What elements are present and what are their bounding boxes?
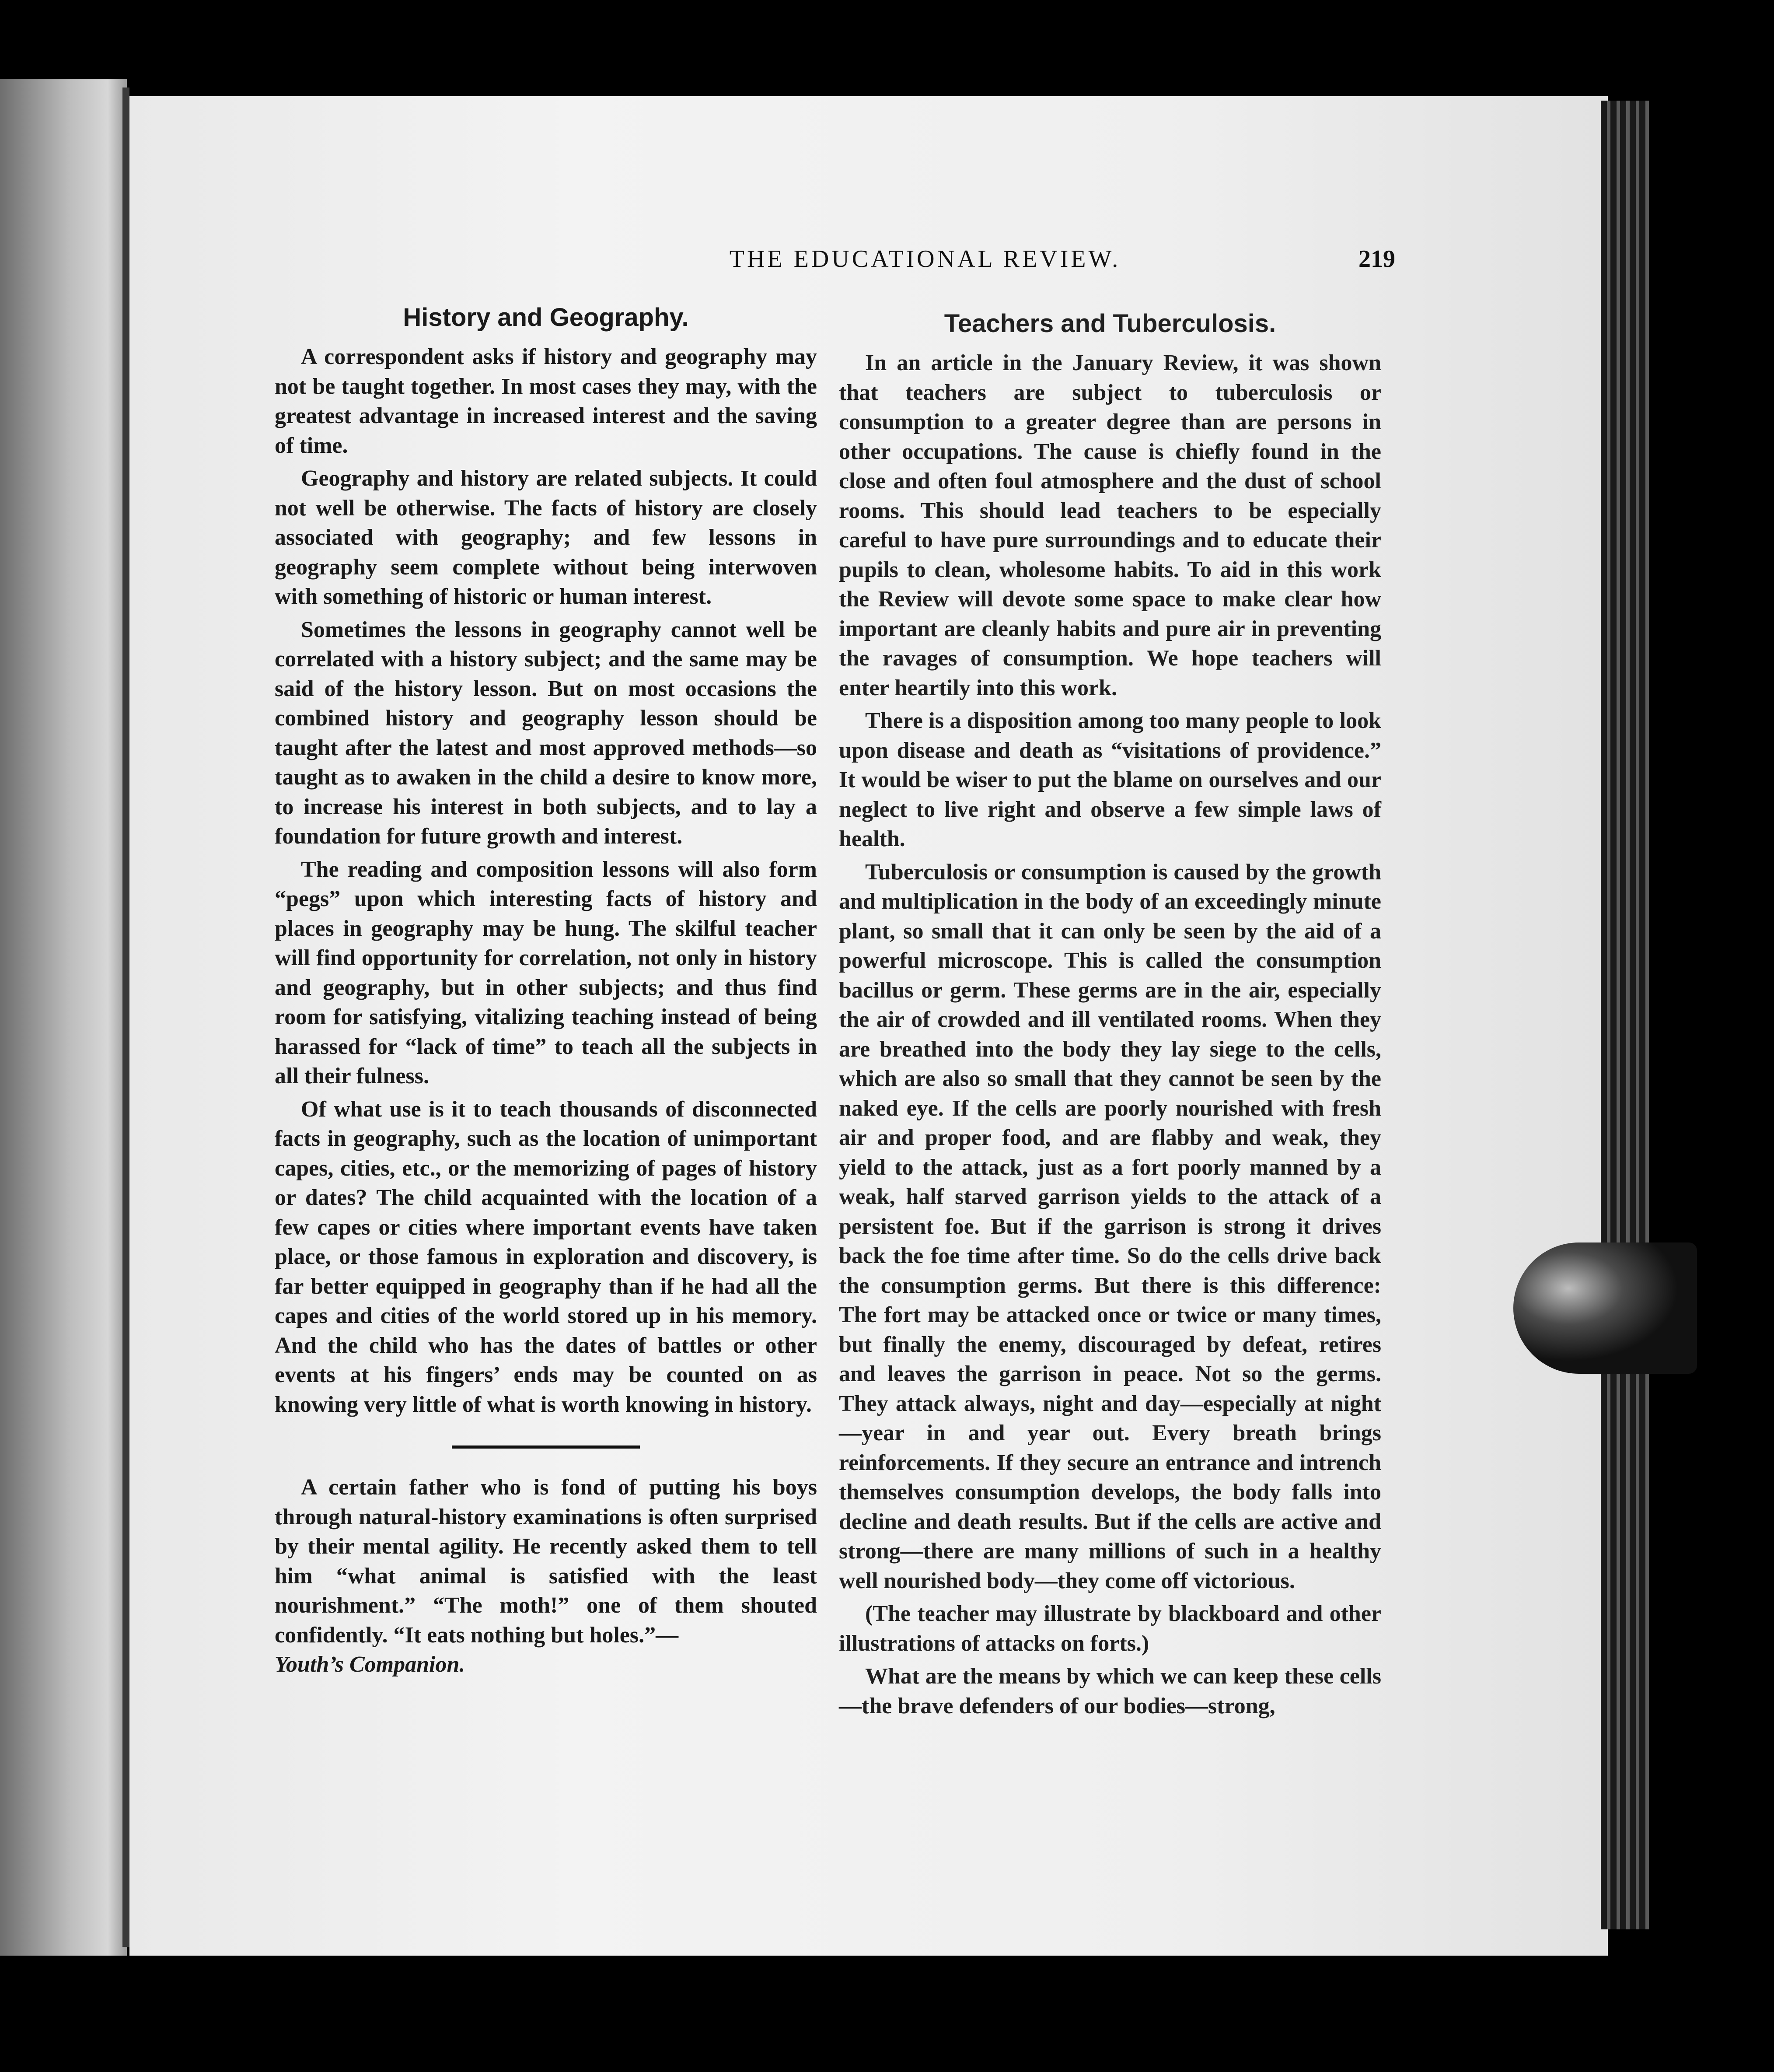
book-gutter	[122, 88, 129, 1947]
anecdote-text: A certain father who is fond of putting his boys through natural-history examinations is often surprised by their mental agility. He recently asked them to tell him “what animal is satisfied with the least nourishment.” “The moth!” one of them shouted confidently. “It eats nothing but holes.”—	[275, 1475, 817, 1648]
holding-thumb	[1513, 1242, 1697, 1374]
running-header: THE EDUCATIONAL REVIEW.	[729, 245, 1121, 273]
section-divider	[452, 1446, 640, 1449]
article-paragraph: There is a disposition among too many people to look upon disease and death as “visitations of providence.” It would be wiser to put the blame on ourselves and our neglect to live right and observe a few simple laws of health.	[839, 708, 1381, 851]
article-paragraph: A correspondent asks if history and geography may not be taught together. In most cases they may, with the greatest advantage in increased interest and the saving of time.	[275, 344, 817, 458]
page-stack-edge	[1601, 101, 1649, 1929]
article-paragraph: Tuberculosis or consumption is caused by the growth and multiplication in the body of an exceedingly minute plant, so small that it can only be seen by the aid of a powerful microscope. This is called the consumption bacillus or germ. These germs are in the air, especially the air of crowded and ill ventilated rooms. When they are breathed into the body they lay siege to the cells, which are also so small that they cannot be seen by the naked eye. If the cells are poorly nourished with fresh air and proper food, and are flabby and weak, they yield to the attack, just as a fort poorly manned by a weak, half starved garrison yields to the attack of a persistent foe. But if the garrison is strong it drives back the foe time after time. So do the cells drive back the consumption germs. But there is this difference: The fort may be attacked once or twice or many times, but finally the enemy, discouraged by defeat, retires and leaves the garrison in peace. Not so the germs. They attack always, night and day—especially at night—year in and year out. Every breath brings reinforcements. If they secure an entrance and intrench themselves consumption develops, the body falls into decline and death results. But if the cells are active and strong—there are many millions of such in a healthy well nourished body—they come off victorious.	[839, 859, 1381, 1593]
article-paragraph: Geography and history are related subjects. It could not well be otherwise. The facts of history are closely associated with geography; and few lessons in geography seem complete without being interwoven with something of historic or human interest.	[275, 466, 817, 609]
left-column	[275, 302, 817, 1680]
article-paragraph: Sometimes the lessons in geography cannot well be correlated with a history subject; and the same may be said of the history lesson. But on most occasions the combined history and geography lesson should be taught after the latest and most approved methods—so taught as to awaken in the child a desire to know more, to increase his interest in both subjects, and to lay a foundation for future growth and interest.	[275, 617, 817, 849]
right-column	[839, 302, 1381, 1724]
anecdote-paragraph	[275, 1473, 817, 1680]
article-paragraph: In an article in the January Review, it was shown that teachers are subject to tuberculosis or consumption to a greater degree than are persons in other occupations. The cause is chiefly found in the close and often foul atmosphere and the dust of school rooms. This should lead teachers to be especially careful to have pure surroundings and to educate their pupils to clean, wholesome habits. To aid in this work the Review will devote some space to make clear how important are cleanly habits and pure air in preventing the ravages of consumption. We hope teachers will enter heartily into this work.	[839, 350, 1381, 700]
article-paragraph: What are the means by which we can keep these cells—the brave defenders of our bodies—strong,	[839, 1664, 1381, 1718]
anecdote-credit: Youth’s Companion.	[275, 1652, 465, 1677]
article-title-teachers-tuberculosis: Teachers and Tuberculosis.	[944, 309, 1276, 338]
article-paragraph: (The teacher may illustrate by blackboard and other illustrations of attacks on forts.)	[839, 1601, 1381, 1656]
previous-page-edge	[0, 79, 127, 1956]
article-paragraph: Of what use is it to teach thousands of disconnected facts in geography, such as the location of unimportant capes, cities, etc., or the memorizing of pages of history or dates? The child acquainted with the location of a few capes or cities where important events have taken place, or those famous in exploration and discovery, is far better equipped in geography than if he had all the capes and cities of the world stored up in his memory. And the child who has the dates of battles or other events at his fingers’ ends may be counted on as knowing very little of what is worth knowing in history.	[275, 1096, 817, 1417]
article-title-history-geography: History and Geography.	[403, 303, 689, 332]
article-paragraph: The reading and composition lessons will also form “pegs” upon which interesting facts of history and places in geography may be hung. The skilful teacher will find opportunity for correlation, not only in history and geography, but in other subjects; and thus find room for satisfying, vitalizing teaching instead of being harassed for “lack of time” to teach all the subjects in all their fulness.	[275, 857, 817, 1088]
page-number: 219	[1358, 245, 1395, 273]
